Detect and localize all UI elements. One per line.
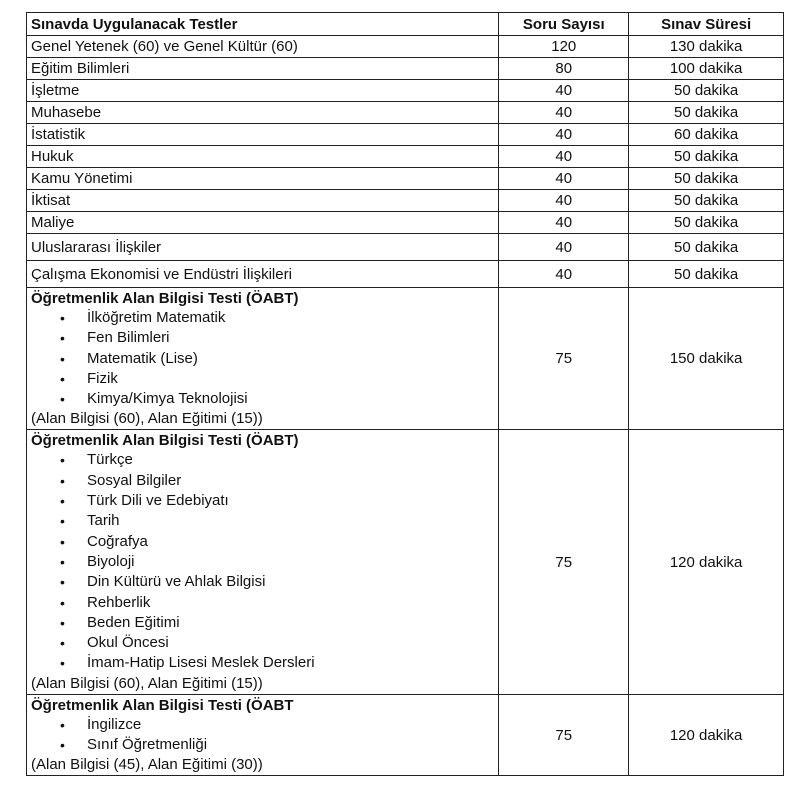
duration-cell: 120 dakika [629,430,784,694]
test-name-cell: Kamu Yönetimi [27,168,499,190]
list-item: • Tarih [87,511,494,531]
duration-cell: 50 dakika [629,168,784,190]
list-item: • Türk Dili ve Edebiyatı [87,491,494,511]
list-item: • Fizik [87,369,494,389]
test-name-cell: Eğitim Bilimleri [27,58,499,80]
oabt-test-cell [27,694,499,776]
list-item: • Din Kültürü ve Ahlak Bilgisi [87,572,494,592]
header-question-count: Soru Sayısı [499,13,629,36]
test-name-cell: Uluslararası İlişkiler [27,234,499,261]
list-item: • Beden Eğitimi [87,613,494,633]
duration-cell: 50 dakika [629,190,784,212]
duration-cell: 60 dakika [629,124,784,146]
header-test: Sınavda Uygulanacak Testler [27,13,499,36]
test-name-cell: İstatistik [27,124,499,146]
question-count-cell: 75 [499,430,629,694]
oabt-row [27,694,784,776]
question-count-cell: 40 [499,234,629,261]
table-row [27,124,784,146]
table-row [27,58,784,80]
question-count-cell: 40 [499,261,629,288]
table-row [27,146,784,168]
table-row [27,261,784,288]
question-count-cell: 120 [499,36,629,58]
list-item: • Okul Öncesi [87,633,494,653]
exam-tests-table [26,12,784,776]
question-count-cell: 40 [499,102,629,124]
table-row [27,36,784,58]
question-count-cell: 40 [499,212,629,234]
question-count-cell: 40 [499,190,629,212]
oabt-row [27,430,784,694]
table-row [27,212,784,234]
oabt-title: Öğretmenlik Alan Bilgisi Testi (ÖABT) [31,432,299,450]
duration-cell: 50 dakika [629,261,784,288]
test-name-cell: Çalışma Ekonomisi ve Endüstri İlişkileri [27,261,499,288]
list-item: • Biyoloji [87,552,494,572]
list-item: • Coğrafya [87,532,494,552]
question-count-cell: 40 [499,80,629,102]
oabt-note: (Alan Bilgisi (60), Alan Eğitimi (15)) [31,410,263,428]
table-row [27,190,784,212]
question-count-cell: 40 [499,168,629,190]
oabt-branch-list [31,308,494,409]
header-row [27,13,784,36]
list-item: • Sosyal Bilgiler [87,471,494,491]
duration-cell: 50 dakika [629,146,784,168]
oabt-note: (Alan Bilgisi (45), Alan Eğitimi (30)) [31,756,263,774]
list-item: • Fen Bilimleri [87,328,494,348]
test-name-cell: İktisat [27,190,499,212]
table-row [27,168,784,190]
list-item: • Matematik (Lise) [87,349,494,369]
test-name-cell: Maliye [27,212,499,234]
oabt-branch-list [31,450,494,673]
duration-cell: 50 dakika [629,102,784,124]
question-count-cell: 40 [499,124,629,146]
duration-cell: 130 dakika [629,36,784,58]
list-item: • İlköğretim Matematik [87,308,494,328]
list-item: • Sınıf Öğretmenliği [87,735,494,755]
header-exam-duration: Sınav Süresi [629,13,784,36]
question-count-cell: 40 [499,146,629,168]
test-name-cell: İşletme [27,80,499,102]
list-item: • İngilizce [87,715,494,735]
table-row [27,80,784,102]
list-item: • Rehberlik [87,593,494,613]
duration-cell: 150 dakika [629,288,784,430]
table-row [27,102,784,124]
duration-cell: 120 dakika [629,694,784,776]
list-item: • İmam-Hatip Lisesi Meslek Dersleri [87,653,494,673]
duration-cell: 50 dakika [629,212,784,234]
list-item: • Türkçe [87,450,494,470]
duration-cell: 100 dakika [629,58,784,80]
question-count-cell: 80 [499,58,629,80]
oabt-title: Öğretmenlik Alan Bilgisi Testi (ÖABT) [31,290,299,307]
oabt-test-cell [27,288,499,430]
oabt-test-cell [27,430,499,694]
test-name-cell: Muhasebe [27,102,499,124]
duration-cell: 50 dakika [629,234,784,261]
oabt-title: Öğretmenlik Alan Bilgisi Testi (ÖABT [31,696,294,714]
question-count-cell: 75 [499,694,629,776]
question-count-cell: 75 [499,288,629,430]
test-name-cell: Genel Yetenek (60) ve Genel Kültür (60) [27,36,499,58]
oabt-row [27,288,784,430]
table-row [27,234,784,261]
test-name-cell: Hukuk [27,146,499,168]
oabt-note: (Alan Bilgisi (60), Alan Eğitimi (15)) [31,674,263,692]
duration-cell: 50 dakika [629,80,784,102]
list-item: • Kimya/Kimya Teknolojisi [87,389,494,409]
oabt-branch-list [31,715,494,756]
